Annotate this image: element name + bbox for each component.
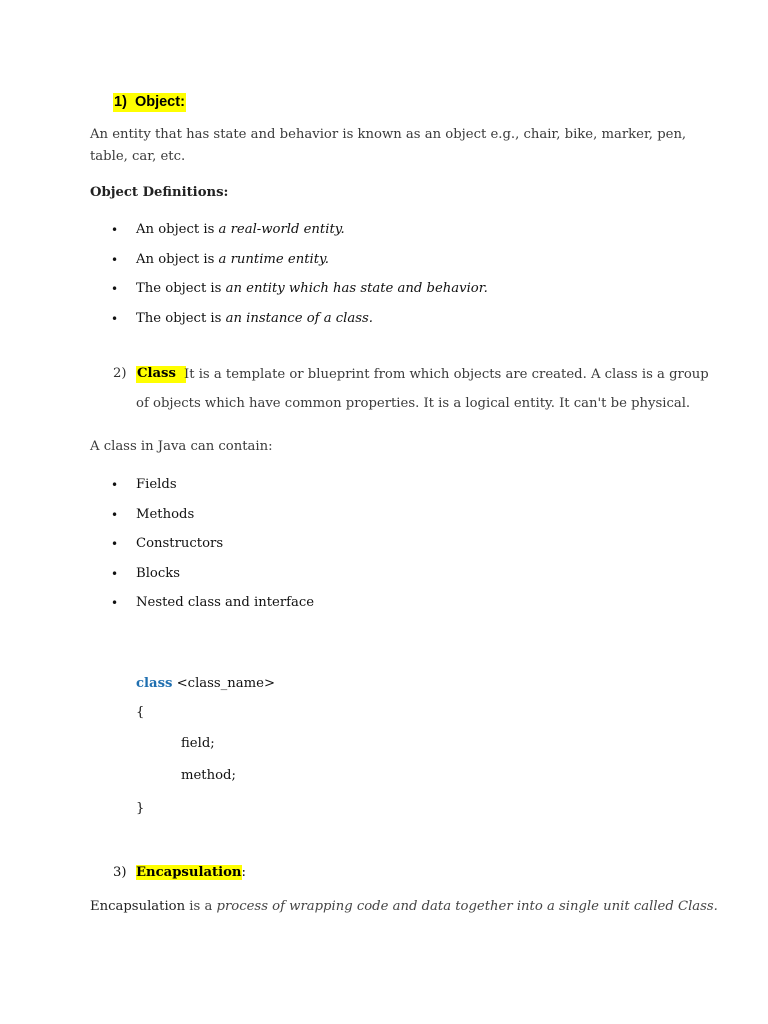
bullet-icon: • (111, 478, 119, 492)
class-description-line-1: It is a template or blueprint from which objects are created. A class is a group (184, 367, 709, 382)
definition-connector: is a (185, 899, 217, 914)
code-class-name: <class_name> (172, 676, 275, 691)
bullet-icon: • (111, 537, 119, 551)
list-item (111, 220, 488, 250)
list-item (111, 250, 488, 280)
section-heading-class: Class (136, 366, 186, 383)
object-intro-line-2: table, car, etc. (90, 149, 186, 164)
object-definitions-heading: Object Definitions: (90, 185, 229, 200)
definition-emphasis: a runtime entity. (218, 251, 329, 267)
list-item-label: Blocks (136, 565, 180, 581)
list-item (111, 475, 314, 505)
bullet-icon: • (111, 596, 119, 610)
bullet-icon: • (111, 282, 119, 296)
object-definitions-list (111, 220, 488, 338)
list-item (111, 593, 314, 623)
bullet-icon: • (111, 223, 119, 237)
definition-emphasis: process of wrapping code and data together into a single unit called Class. (216, 899, 718, 914)
encapsulation-definition (90, 896, 718, 918)
section-number-class: 2) (113, 366, 127, 381)
encapsulation-term: Encapsulation (90, 899, 186, 914)
definition-emphasis: a real-world entity. (218, 222, 345, 237)
code-open-brace: { (136, 705, 145, 720)
code-method-line: method; (181, 768, 236, 783)
list-item-label: Nested class and interface (136, 595, 315, 610)
bullet-icon: • (111, 311, 119, 326)
list-item-label: Fields (136, 477, 177, 492)
list-item (111, 534, 314, 564)
definition-prefix: An object is (136, 251, 219, 267)
code-field-line: field; (181, 736, 215, 751)
section-heading-encapsulation (136, 865, 246, 880)
code-class-declaration (136, 676, 275, 691)
code-keyword: class (136, 676, 173, 691)
definition-prefix: An object is (136, 222, 219, 237)
class-contains-heading: A class in Java can contain: (90, 439, 273, 454)
code-close-brace: } (136, 801, 145, 816)
object-intro-line-1: An entity that has state and behavior is known as an object e.g., chair, bike, marker, pen, (90, 127, 687, 142)
list-item (111, 279, 488, 309)
bullet-icon: • (111, 252, 119, 267)
encapsulation-label: Encapsulation (136, 865, 242, 880)
bullet-icon: • (111, 566, 119, 581)
section-number-encapsulation: 3) (113, 865, 127, 880)
definition-prefix: The object is (136, 281, 226, 296)
definition-prefix: The object is (136, 310, 226, 326)
list-item-label: Constructors (136, 536, 224, 551)
class-description-line-2: of objects which have common properties. It is a logical entity. It can't be physical. (136, 396, 691, 411)
bullet-icon: • (111, 507, 119, 522)
definition-emphasis: an instance of a class. (225, 310, 373, 326)
definition-emphasis: an entity which has state and behavior. (225, 281, 488, 296)
section-heading-object: 1) Object: (114, 94, 185, 110)
list-item (111, 309, 488, 339)
list-item (111, 564, 314, 594)
heading-colon: : (241, 865, 246, 880)
class-contents-list (111, 475, 314, 623)
list-item-label: Methods (136, 506, 195, 522)
list-item (111, 505, 314, 535)
